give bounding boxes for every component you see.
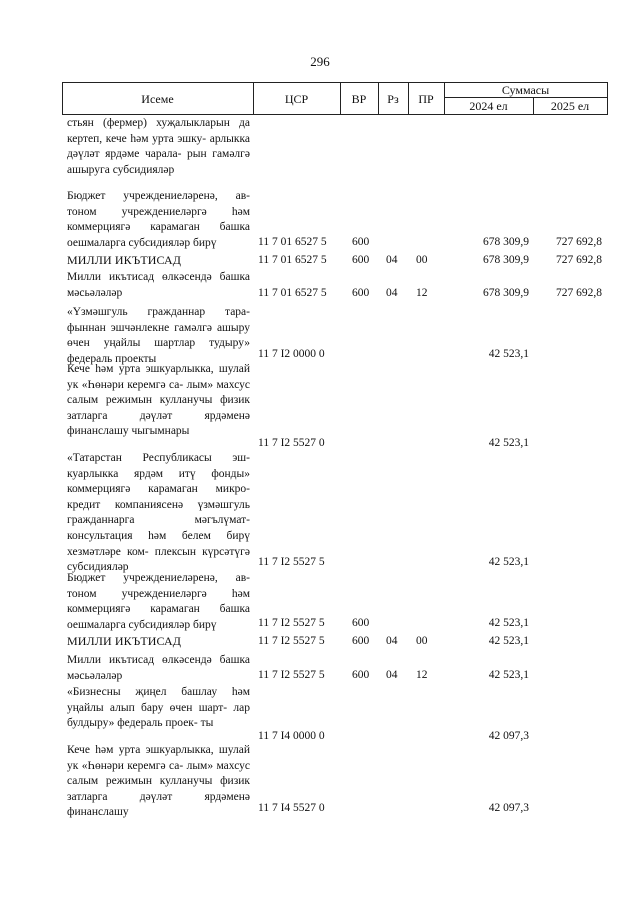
row-sum-2025: 727 692,8 xyxy=(556,287,602,299)
row-rz: 04 xyxy=(386,254,398,266)
row-sum-2024: 678 309,9 xyxy=(483,236,529,248)
header-year-2024: 2024 ел xyxy=(469,99,508,113)
row-sum-2024: 42 523,1 xyxy=(488,617,529,629)
row-sum-2024: 42 523,1 xyxy=(488,635,529,647)
row-csr: 11 7 01 6527 5 xyxy=(258,254,327,266)
header-sums: Суммасы xyxy=(501,83,550,97)
row-sum-2024: 678 309,9 xyxy=(483,287,529,299)
row-rz: 04 xyxy=(386,669,398,681)
row-sum-2024: 42 097,3 xyxy=(488,802,529,814)
row-pr: 12 xyxy=(416,669,428,681)
row-name: «Үзмәшгуль гражданнар тара- фыннан эшчәнлекне гамәлгә ашыру өчен уңайлы шартлар тудыру» федераль проекты xyxy=(67,306,250,365)
row-pr: 00 xyxy=(416,635,428,647)
header-csr: ЦСР xyxy=(284,92,309,106)
row-vr: 600 xyxy=(352,617,370,629)
row-name: МИЛЛИ ИКЪТИСАД xyxy=(67,634,182,648)
row-csr: 11 7 I2 5527 5 xyxy=(258,669,325,681)
header-year-2025: 2025 ел xyxy=(550,99,590,113)
row-name: Милли икътисад өлкәсендә башка мәсьәләләр xyxy=(67,271,250,299)
row-name: Кече һәм урта эшкуарлыкка, шулай ук «Һөнәри керемгә са- лым» махсус салым режимын кулланучы физик затларга дәүләт ярдәменә финанслашу чыгымнары xyxy=(67,363,250,438)
row-pr: 00 xyxy=(416,254,428,266)
row-name: «Татарстан Республикасы эш- куарлыкка ярдәм итү фонды» коммерциягә карамаган микро- кредит компаниясенә үзмәшгуль гражданнарга мәгълүмат-консультация һәм белем бирү хезмәтләре ком- плексын күрсәтүгә субсидияләр xyxy=(67,452,250,574)
row-csr: 11 7 I2 5527 5 xyxy=(258,635,325,647)
header-pr: ПР xyxy=(418,92,434,106)
row-csr: 11 7 I2 5527 0 xyxy=(258,437,325,449)
row-sum-2024: 42 523,1 xyxy=(488,556,529,568)
row-sum-2024: 42 523,1 xyxy=(488,669,529,681)
row-csr: 11 7 I4 5527 0 xyxy=(258,802,325,814)
row-sum-2024: 42 523,1 xyxy=(488,348,529,360)
header-vr: ВР xyxy=(351,92,367,106)
row-vr: 600 xyxy=(352,287,370,299)
row-csr: 11 7 01 6527 5 xyxy=(258,287,327,299)
row-vr: 600 xyxy=(352,236,370,248)
row-vr: 600 xyxy=(352,254,370,266)
row-sum-2024: 42 097,3 xyxy=(488,730,529,742)
row-sum-2025: 727 692,8 xyxy=(556,254,602,266)
row-rz: 04 xyxy=(386,287,398,299)
row-name: Милли икътисад өлкәсендә башка мәсьәләләр xyxy=(67,654,250,682)
header-rz: Рз xyxy=(387,92,399,106)
page-number: 296 xyxy=(310,54,330,69)
row-rz: 04 xyxy=(386,635,398,647)
row-vr: 600 xyxy=(352,669,370,681)
row-name: стьян (фермер) хуҗалыкларын да кертеп, кече һәм урта эшку- арлыкка дәүләт ярдәме чарала- рын гамәлгә ашыруга субсидияләр xyxy=(67,117,250,176)
row-vr: 600 xyxy=(352,635,370,647)
row-name: Бюджет учреждениеләренә, ав- тоном учреждениеләргә һәм коммерциягә карамаган башка оешмаларга субсидияләр бирү xyxy=(67,190,250,249)
row-sum-2025: 727 692,8 xyxy=(556,236,602,248)
row-name: Кече һәм урта эшкуарлыкка, шулай ук «Һөнәри керемгә са- лым» махсус салым режимын кулланучы физик затларга дәүләт ярдәменә финанслашу xyxy=(67,744,250,819)
row-pr: 12 xyxy=(416,287,428,299)
row-csr: 11 7 I4 0000 0 xyxy=(258,730,325,742)
header-name: Исеме xyxy=(141,92,174,106)
row-csr: 11 7 I2 0000 0 xyxy=(258,348,325,360)
row-name: МИЛЛИ ИКЪТИСАД xyxy=(67,253,182,267)
row-csr: 11 7 I2 5527 5 xyxy=(258,617,325,629)
row-csr: 11 7 01 6527 5 xyxy=(258,236,327,248)
row-csr: 11 7 I2 5527 5 xyxy=(258,556,325,568)
row-name: Бюджет учреждениеләренә, ав- тоном учреждениеләргә һәм коммерциягә карамаган башка оешмаларга субсидияләр бирү xyxy=(67,572,250,631)
row-sum-2024: 678 309,9 xyxy=(483,254,529,266)
row-name: «Бизнесны җиңел башлау һәм уңайлы алып бару өчен шарт- лар булдыру» федераль проек- ты xyxy=(67,686,250,730)
row-sum-2024: 42 523,1 xyxy=(488,437,529,449)
